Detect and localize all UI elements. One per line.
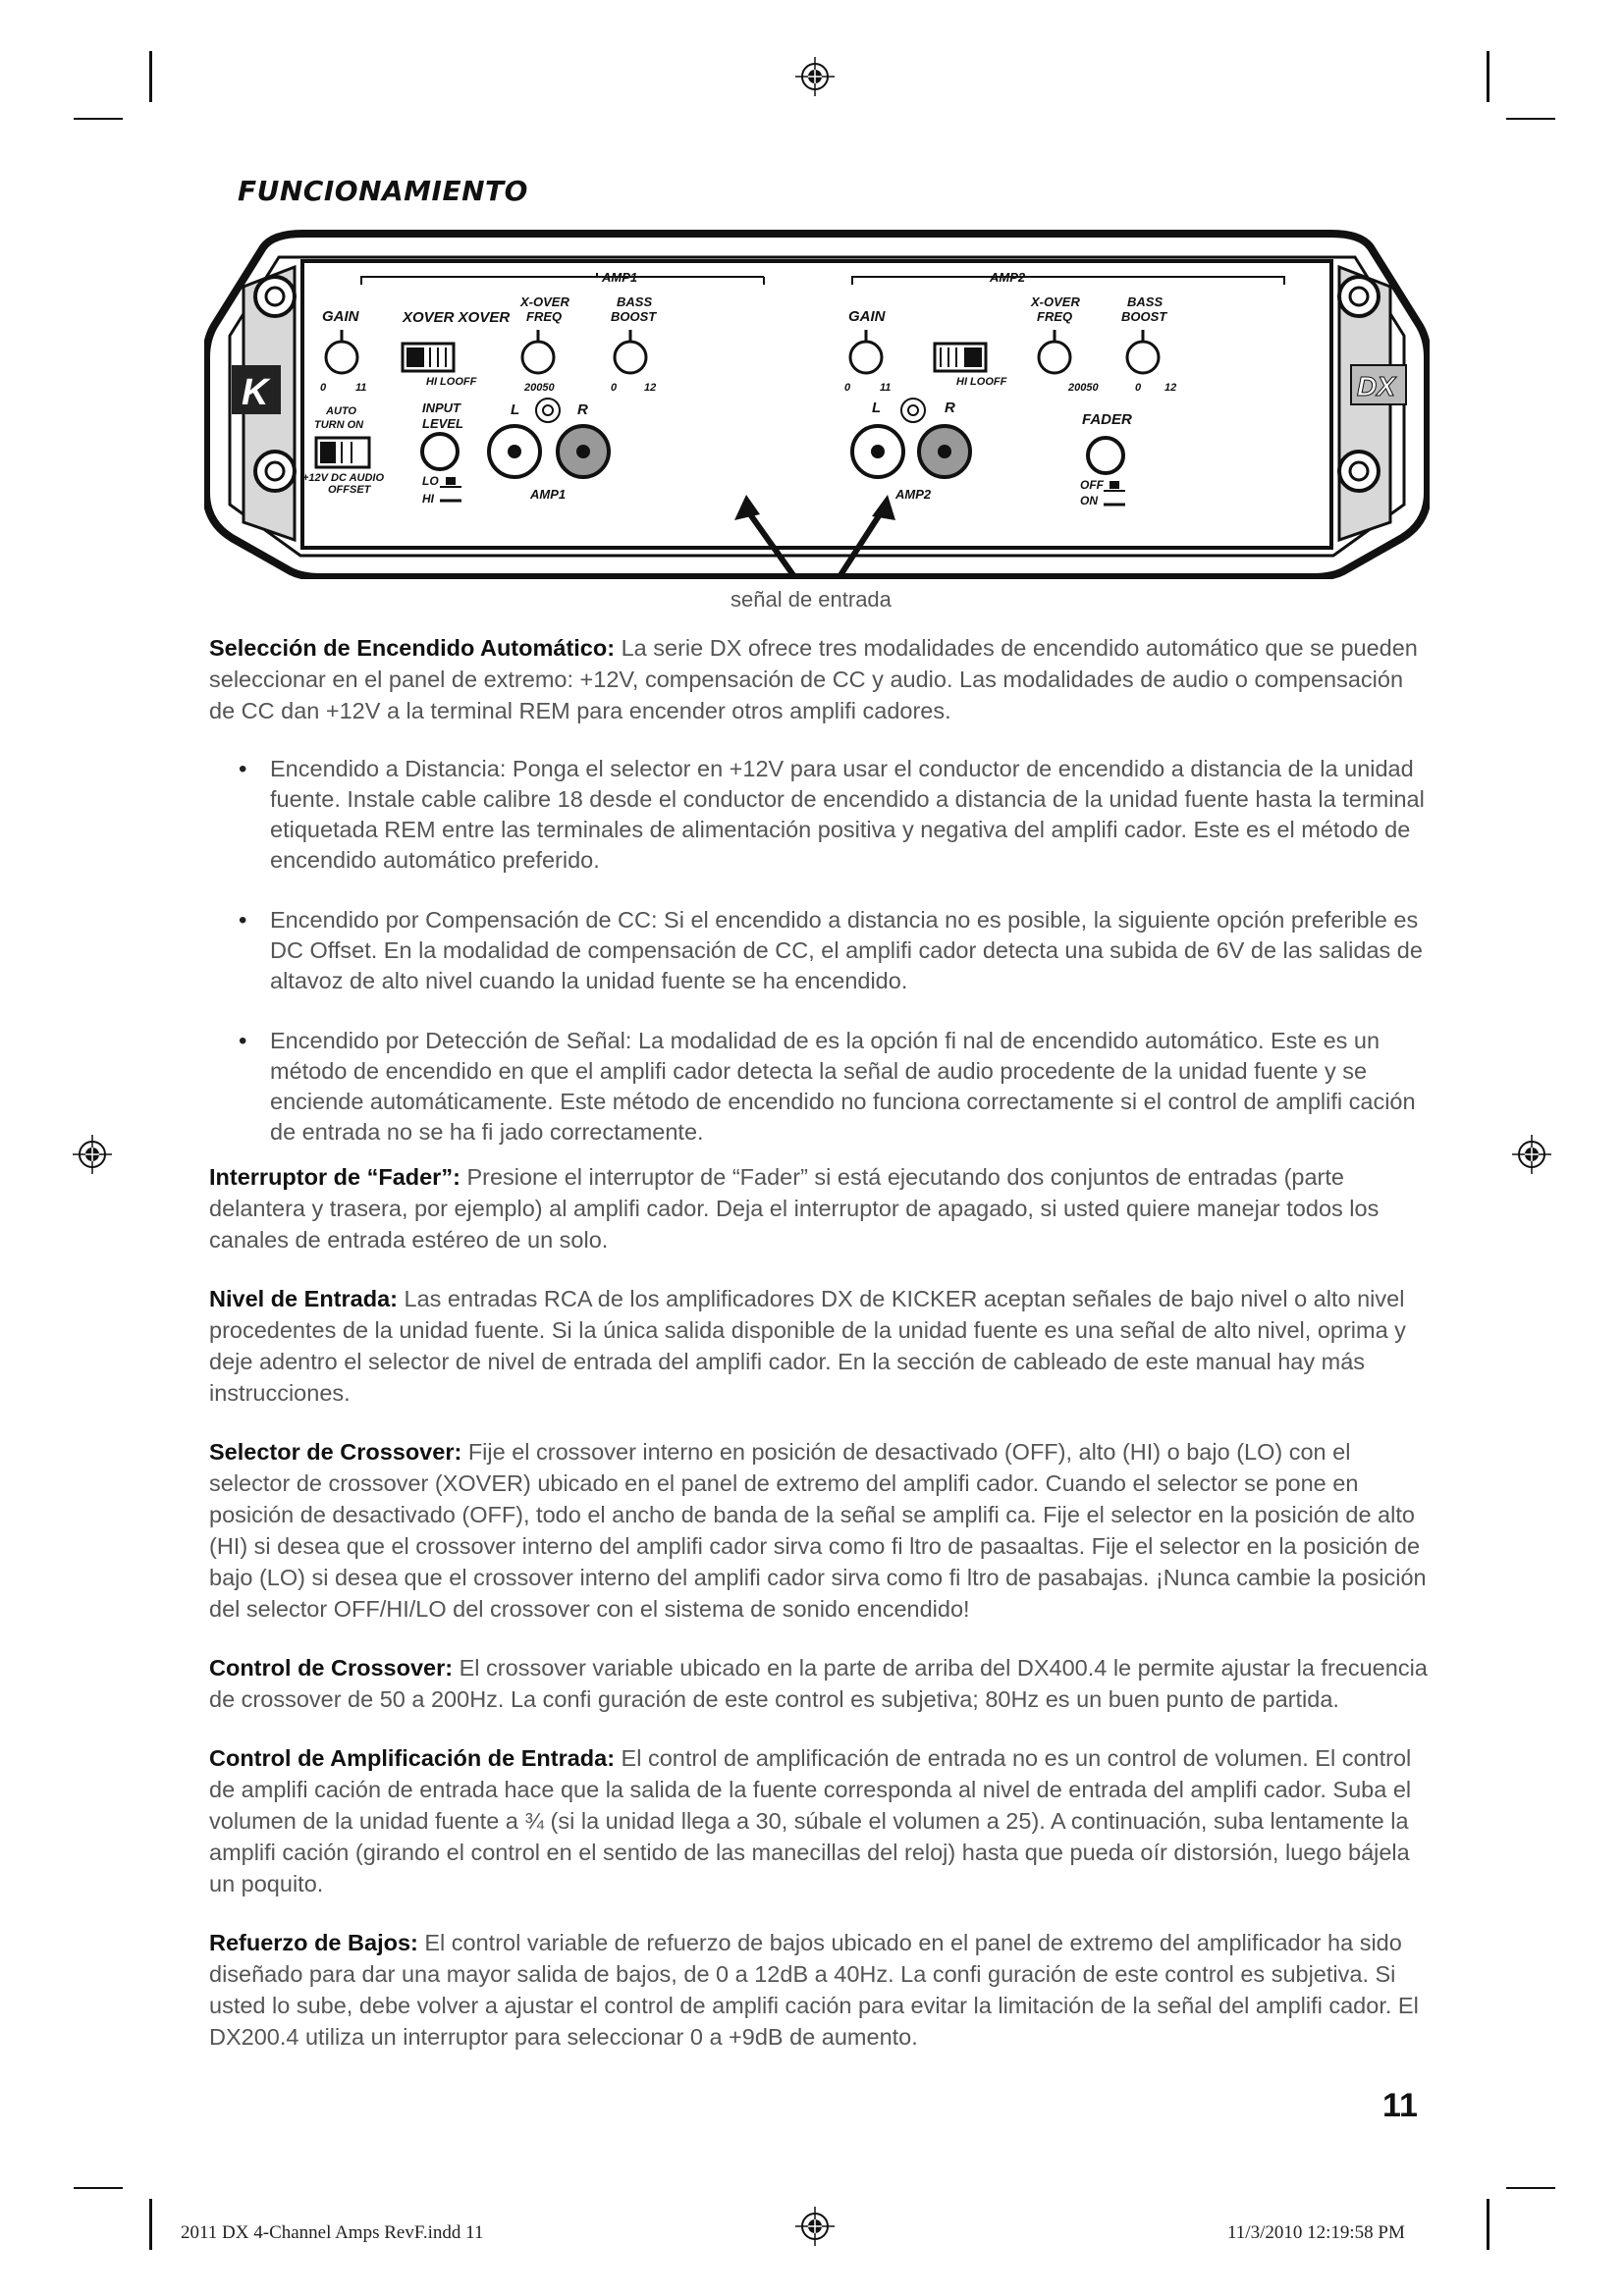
svg-text:AMP1: AMP1 <box>602 270 638 285</box>
section-text: Presione el interruptor de “Fader” si está ejecutando dos conjuntos de entradas (parte delantera y trasera, por ejemplo) al amplifi cador. Deja el interruptor de apagado, si usted quiere manejar todos los canales de entrada estéreo de un solo. <box>209 1164 1380 1253</box>
svg-text:LO: LO <box>422 474 439 488</box>
section-text: El control de amplificación de entrada no es un control de volumen. El control de amplifi cación de entrada hace que la salida de la fuente corresponda al nivel de entrada del amplifi cador. Suba el volumen de la unidad fuente a ¾ (si la unidad llega a 30, súbale el volumen a 25). A continuación, suba lentamente la amplifi cación (girando el control en el sentido de las manecillas del reloj) hasta que pueda oír distorsión, luego bájela un poquito. <box>209 1745 1412 1896</box>
amplifier-panel-diagram <box>204 228 1430 579</box>
screw-icon <box>255 452 295 491</box>
svg-text:R: R <box>577 401 588 418</box>
svg-text:AMP2: AMP2 <box>895 487 932 502</box>
registration-mark-icon <box>793 55 837 98</box>
input-level-button-icon <box>422 434 458 469</box>
svg-text:HI: HI <box>422 492 434 506</box>
fader-button-icon <box>1088 438 1123 473</box>
section-text: Fije el crossover interno en posición de desactivado (OFF), alto (HI) o bajo (LO) con el selector de crossover (XOVER) ubicado en el panel de extremo del amplifi cador. Cuando el selector se pone en posición de desactivado (OFF), todo el ancho de banda de la señal se amplifi ca. Fije el selector en la posición de alto (HI) si desea que el crossover interno del amplifi cador sirva como fi ltro de pasaaltas. Fije el selector en la posición de bajo (LO) si desea que el crossover interno del amplifi cador sirva como fi ltro de pasabajas. ¡Nunca cambie la posición del selector OFF/HI/LO del crossover con el sistema de sonido encendido! <box>209 1439 1427 1622</box>
crop-mark <box>149 51 152 102</box>
svg-text:HI LOOFF: HI LOOFF <box>426 376 477 388</box>
svg-text:BASS: BASS <box>617 294 653 309</box>
main-content <box>209 632 1432 2080</box>
svg-text:12: 12 <box>644 382 657 394</box>
section-paragraph <box>209 1161 1432 1255</box>
svg-text:FADER: FADER <box>1082 411 1132 428</box>
svg-text:XOVER XOVER: XOVER XOVER <box>403 309 511 326</box>
svg-text:GAIN: GAIN <box>848 308 886 325</box>
footer-filename: 2011 DX 4-Channel Amps RevF.indd 11 <box>181 2222 484 2243</box>
section-heading: Nivel de Entrada: <box>209 1286 398 1311</box>
svg-text:BASS: BASS <box>1127 294 1164 309</box>
svg-text:BOOST: BOOST <box>611 309 657 324</box>
footer-timestamp: 11/3/2010 12:19:58 PM <box>1227 2222 1405 2243</box>
section-heading: Control de Amplificación de Entrada: <box>209 1745 616 1771</box>
svg-text:R: R <box>945 400 955 416</box>
svg-text:20050: 20050 <box>524 382 555 394</box>
section-text: Las entradas RCA de los amplificadores DX de KICKER aceptan señales de bajo nivel o alto nivel procedentes de la unidad fuente. Si la única salida disponible de la unidad fuente es una señal de alto nivel, oprima y deje adentro el selector de nivel de entrada del amplifi cador. En la sección de cableado de este manual hay más instrucciones. <box>209 1286 1406 1406</box>
gain-knob-icon <box>850 342 882 373</box>
crop-mark <box>74 118 123 120</box>
section-paragraph <box>209 1283 1432 1409</box>
svg-text:L: L <box>511 401 520 418</box>
svg-text:FREQ: FREQ <box>1037 309 1073 324</box>
section-text: El control variable de refuerzo de bajos ubicado en el panel de extremo del amplificador ha sido diseñado para dar una mayor salida de bajos, de 0 a 12dB a 40Hz. La confi guración de este control es subjetiva. Si usted lo sube, debe volver a ajustar el control de amplifi cación para evitar la limitación de la señal del amplifi cador. El DX200.4 utiliza un interruptor para seleccionar 0 a +9dB de aumento. <box>209 1930 1419 2050</box>
section-heading: Control de Crossover: <box>209 1655 454 1681</box>
screw-icon <box>1339 452 1379 491</box>
svg-text:ON: ON <box>1080 494 1098 507</box>
svg-text:11: 11 <box>355 382 367 394</box>
crop-mark <box>149 2199 152 2250</box>
list-item: • Encendido a Distancia: Ponga el selector en +12V para usar el conductor de encendido a distancia de la unidad fuente. Instale cable calibre 18 desde el conductor de encendido a distancia de la unidad fuente hasta la terminal etiquetada REM entre las terminales de alimentación positiva y negativa del amplifi cador. Este es el método de encendido automático preferido. <box>209 754 1432 876</box>
section-title: FUNCIONAMIENTO <box>238 175 528 207</box>
section-paragraph <box>209 1436 1432 1625</box>
gain-knob-icon <box>326 342 357 373</box>
section-heading: Selector de Crossover: <box>209 1439 462 1465</box>
kicker-logo-text: K <box>242 372 269 413</box>
registration-mark-icon <box>793 2205 837 2248</box>
section-text: El crossover variable ubicado en la parte de arriba del DX400.4 le permite ajustar la frecuencia de crossover de 50 a 200Hz. La confi guración de este control es subjetiva; 80Hz es un buen punto de partida. <box>209 1655 1428 1712</box>
bass-boost-knob-icon <box>1127 342 1159 373</box>
section-paragraph <box>209 1652 1432 1715</box>
crop-mark <box>1487 51 1489 102</box>
svg-text:OFFSET: OFFSET <box>328 484 371 496</box>
svg-text:20050: 20050 <box>1068 382 1099 394</box>
page-number: 11 <box>1382 2087 1418 2124</box>
screw-icon <box>255 277 295 316</box>
bass-boost-knob-icon <box>615 342 646 373</box>
svg-text:12: 12 <box>1164 382 1177 394</box>
turn-on-modes-list <box>209 754 1432 1148</box>
svg-text:BOOST: BOOST <box>1121 309 1167 324</box>
svg-text:L: L <box>872 400 882 416</box>
svg-text:+12V DC AUDIO: +12V DC AUDIO <box>302 472 385 484</box>
svg-text:0: 0 <box>844 382 851 394</box>
list-item: • Encendido por Compensación de CC: Si el encendido a distancia no es posible, la siguiente opción preferible es DC Offset. En la modalidad de compensación de CC, el amplifi cador detecta una subida de 6V de las salidas de altavoz de alto nivel cuando la unidad fuente se ha encendido. <box>209 905 1432 996</box>
svg-text:GAIN: GAIN <box>322 308 359 325</box>
xover-freq-knob-icon <box>1039 342 1070 373</box>
section-paragraph <box>209 1927 1432 2053</box>
svg-text:LEVEL: LEVEL <box>422 416 463 431</box>
svg-text:TURN ON: TURN ON <box>314 419 364 431</box>
list-item: • Encendido por Detección de Señal: La modalidad de es la opción fi nal de encendido automático. Este es un método de encendido en que el amplifi cador detecta la señal de audio procedente de la unidad fuente y se enciende automáticamente. Este método de encendido no funciona correctamente si el control de amplifi cación de entrada no se ha fi jado correctamente. <box>209 1026 1432 1148</box>
svg-text:0: 0 <box>320 382 327 394</box>
svg-text:0: 0 <box>611 382 618 394</box>
svg-text:X-OVER: X-OVER <box>1031 294 1080 309</box>
section-heading: Refuerzo de Bajos: <box>209 1930 418 1955</box>
ground-screw-icon <box>536 399 560 422</box>
registration-mark-icon <box>71 1133 114 1176</box>
crop-mark <box>1487 2199 1489 2250</box>
section-heading: Interruptor de “Fader”: <box>209 1164 460 1190</box>
registration-mark-icon <box>1510 1133 1553 1176</box>
svg-text:HI LOOFF: HI LOOFF <box>956 376 1007 388</box>
section-paragraph <box>209 1742 1432 1899</box>
crop-mark <box>1506 2187 1555 2189</box>
ground-screw-icon <box>901 399 925 422</box>
svg-text:AUTO: AUTO <box>326 405 356 417</box>
intro-paragraph <box>209 632 1432 726</box>
svg-text:OFF: OFF <box>1080 478 1104 492</box>
screw-icon <box>1339 277 1379 316</box>
svg-text:X-OVER: X-OVER <box>520 294 569 309</box>
intro-heading: Selección de Encendido Automático: <box>209 635 616 661</box>
svg-text:AMP2: AMP2 <box>990 270 1026 285</box>
crop-mark <box>1506 118 1555 120</box>
svg-text:11: 11 <box>880 382 892 394</box>
svg-text:FREQ: FREQ <box>526 309 563 324</box>
svg-text:AMP1: AMP1 <box>530 487 567 502</box>
svg-text:INPUT: INPUT <box>422 400 460 415</box>
intro-text: La serie DX ofrece tres modalidades de encendido automático que se pueden seleccionar en el panel de extremo: +12V, compensación de CC y audio. Las modalidades de audio o compensación de CC dan +12V a la terminal REM para encender otros amplifi cadores. <box>209 635 1418 723</box>
crop-mark <box>74 2187 123 2189</box>
dx-logo-text: DX <box>1357 371 1395 401</box>
svg-text:0: 0 <box>1135 382 1142 394</box>
xover-freq-knob-icon <box>522 342 554 373</box>
diagram-caption: señal de entrada <box>731 587 892 612</box>
